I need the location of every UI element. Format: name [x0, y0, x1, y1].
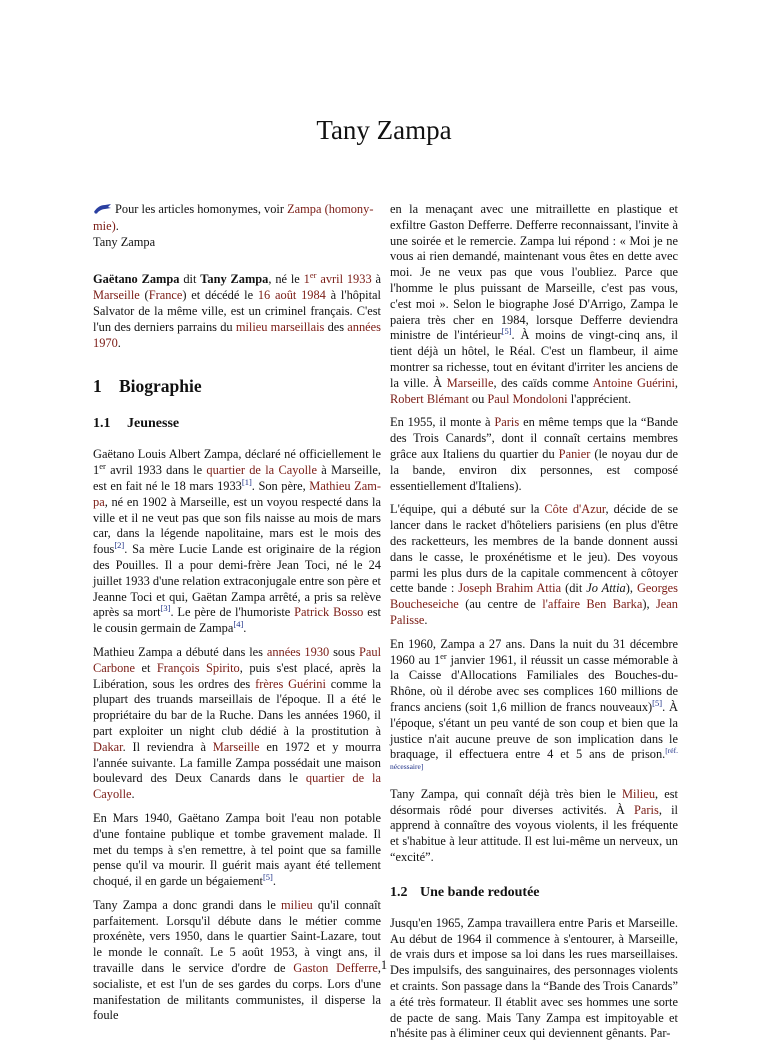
gaston-defferre-link[interactable]: Gaston Defferre	[293, 961, 378, 976]
death-date-link[interactable]: 16 août 1984	[257, 288, 326, 303]
section-heading-bande: 1.2 Une bande redoutée	[390, 884, 540, 900]
paris-link-2[interactable]: Paris	[634, 802, 659, 817]
section-heading-biographie: 1 Biographie	[93, 376, 202, 397]
paris-link[interactable]: Paris	[494, 415, 520, 430]
ref-4[interactable]: [4]	[233, 619, 244, 630]
left-column	[93, 202, 381, 1024]
jean-palisse-link[interactable]: Jean Palisse	[390, 597, 679, 627]
france-link[interactable]: France	[148, 288, 183, 303]
ref-5c[interactable]: [5]	[652, 697, 663, 708]
cayolle-link-2[interactable]: quartier de la Cayolle	[93, 771, 381, 802]
disambiguation-icon	[93, 203, 112, 219]
bande-paragraph: Jusqu'en 1965, Zampa travaillera entre Paris et Marseille. Au début de 1964 il commence à s'entourer, à Marseille, de vrais durs et impose sa loi dans les rues marseillaises. Des impulsifs, des sanguinaires, des personnages violents et craints. Son passage dans la “Bande des Trois Canards” a été très formateur. Il établit avec ses hommes une sorte de pacte de sang. Mais Tany Zampa est impitoyable et n'hésite pas à éliminer ceux qui deviennent gênants. Par-	[390, 915, 678, 1041]
paul-carbone-link[interactable]: Paul Carbone	[93, 644, 382, 675]
mathieu-zampa-link[interactable]: Mathieu Zam-pa	[93, 478, 381, 509]
annees-1970-link[interactable]: années 1970	[93, 319, 382, 350]
equipe-paragraph: L'équipe, qui a débuté sur la Côte d'Azur, décide de se lancer dans le racket d'hôteliers parisiens (en plus d'être des racketteurs, les membres de la bande donnent aussi dans le casse, le proxénétisme et le jeu). Des voyous parmi les plus durs de la capitale commencent à côtoyer cette bande : Joseph Brahim Attia (dit Jo Attia), Georges Boucheseiche (au centre de l'affaire Ben Barka), Jean Palisse.	[390, 502, 679, 627]
ref-1[interactable]: [1]	[241, 476, 252, 487]
paris-1955-paragraph: En 1955, il monte à Paris en même temps que la “Bande des Trois Canards”, dont il connaît certains membres grâce aux Italiens du quartier du Panier (le noyau dur de la bande, environ dix personnes, est composé essentiellement d'Italiens).	[390, 415, 679, 493]
page-title: Tany Zampa	[316, 115, 452, 145]
subtitle: Tany Zampa	[93, 234, 156, 249]
ref-5b[interactable]: [5]	[501, 326, 512, 337]
birth-date-link[interactable]: 1er avril 1933	[303, 270, 372, 287]
jeunesse-paragraph-1: Gaëtano Louis Albert Zampa, déclaré né officiellement le 1er avril 1933 dans le quartier de la Cayolle à Marseille, est en fait né le 18 mars 1933[1]. Son père, Mathieu Zam-pa, né en 1902 à Marseille, est un voyou respecté dans la ville et il ne veut pas que son fils naisse au mois de mars car, dans la légende napolitaine, mars est le mois des fous[2]. Sa mère Lucie Lande est originaire de la région des Pouilles. Il a pour demi-frère Jean Toci, né le 24 juillet 1933 d'une relation extraconjugale entre son père et Jeanne Toci et qui, Gaëtan Zampa arrêté, a pris sa relève après sa mort[3]. Le père de l'humoriste Patrick Bosso est le cousin germain de Zampa[4].	[93, 447, 382, 636]
section-heading-jeunesse: 1.1 Jeunesse	[93, 416, 180, 432]
citation-needed[interactable]: [réf. nécessaire]	[390, 746, 678, 771]
patrick-bosso-link[interactable]: Patrick Bosso	[294, 605, 364, 620]
joseph-attia-link[interactable]: Joseph Brahim Attia	[458, 581, 562, 596]
homonym-link[interactable]: Zampa (homony-mie)	[93, 202, 374, 233]
milieu-marseillais-link[interactable]: milieu marseillais	[235, 319, 325, 334]
milieu-link-2[interactable]: Milieu	[621, 786, 656, 801]
continued-paragraph: en la menaçant avec une mitraillette en plastique et exfiltre Gaston Defferre. Defferre reconnaissant, l'invite à une soirée et le remercie. Zampa lui répond : « Moi je ne vous ai rien demandé, maintenant vous êtes en dette avec moi. Je ne veux pas que vous l'oubliez. Parce que l'homme le plus puissant de Marseille, c'est pas vous, c'est moi ». Selon le biographe José D'Arrigo, Zampa le paiera très cher en 1984, lorsque Defferre deviendra ministre de l'intérieur[5]. À moins de vingt-cinq ans, il tient déjà un hôtel, le Réal. C'est un flambeur, il aime montrer sa richesse, tout en évitant d'irriter les anciens de la ville. À Marseille, des caïds comme Antoine Guérini, Robert Blémant ou Paul Mondoloni l'apprécient.	[390, 202, 678, 406]
georges-boucheseiche-link[interactable]: Georges Boucheseiche	[390, 581, 678, 612]
marseille-link-3[interactable]: Marseille	[446, 375, 494, 390]
freres-guerini-link[interactable]: frères Guérini	[255, 676, 326, 691]
ben-barka-link[interactable]: l'affaire Ben Barka	[542, 597, 643, 612]
robert-blemant-link[interactable]: Robert Blémant	[390, 391, 469, 406]
panier-link[interactable]: Panier	[558, 446, 591, 461]
cayolle-link[interactable]: quartier de la Cayolle	[206, 463, 318, 478]
casse-1960-paragraph: En 1960, Zampa a 27 ans. Dans la nuit du 31 décembre 1960 au 1er janvier 1961, il réussit un casse mémorable à la Caisse d'Allocations Familiales des Bouches-du-Rhône, où il dérobe avec ses complices 160 millions de francs anciens (soit 1,6 million de francs nouveaux)[5]. À l'époque, s'étant un peu vanté de son coup et bien que la justice n'ait aucune preuve de son implication dans le braquage, il effectuera entre 4 et 5 ans de prison.[réf. nécessaire]	[390, 636, 678, 771]
jeunesse-paragraph-3: En Mars 1940, Gaëtano Zampa boit l'eau non potable d'une fontaine publique et tombe gravement malade. Il met du temps à s'en remettre, à tel point que sa famille pense qu'il va mourir. Il guérit mais ayant été tellement choqué, il en garde un bégaiement[5].	[93, 810, 381, 889]
paul-mondoloni-link[interactable]: Paul Mondoloni	[487, 391, 568, 406]
homonym-notice: Pour les articles homonymes, voir Zampa (homony-mie).	[93, 202, 374, 233]
antoine-guerini-link[interactable]: Antoine Guérini	[592, 375, 675, 390]
marseille-link[interactable]: Marseille	[93, 288, 140, 303]
intro-paragraph: Gaëtano Zampa dit Tany Zampa, né le 1er avril 1933 à Marseille (France) et décédé le 16 août 1984 à l'hôpital Salvator de la même ville, est un criminel français. C'est l'un des derniers parrains du milieu marseillais des années 1970.	[93, 270, 382, 350]
ref-3[interactable]: [3]	[160, 603, 171, 614]
page-number: 1	[380, 958, 388, 972]
jeunesse-paragraph-2: Mathieu Zampa a débuté dans les années 1930 sous Paul Carbone et François Spirito, puis s'est placé, après la Libération, sous les ordres des frères Guérini comme la plupart des truands marseillais de l'époque. Il a été le propriétaire du bar de la Ruche. Dans les années 1960, il part exploiter un night club dédié à la prostitution à Dakar. Il reviendra à Marseille en 1972 et y mourra l'année suivante. La famille Zampa possédait une maison boulevard des Deux Canards dans le quartier de la Cayolle.	[93, 644, 382, 802]
milieu-paragraph: Tany Zampa, qui connaît déjà très bien le Milieu, est désormais rôdé pour diverses activités. À Paris, il apprend à connaître des voyous violents, il les fréquente et s'habitue à leur attitude. Il est lui-même un nerveux, un “excité”.	[390, 786, 678, 865]
francois-spirito-link[interactable]: François Spirito	[156, 660, 240, 675]
annees-1930-link[interactable]: années 1930	[266, 644, 330, 659]
milieu-link[interactable]: milieu	[281, 897, 313, 912]
dakar-link[interactable]: Dakar	[93, 739, 123, 754]
jeunesse-paragraph-4: Tany Zampa a donc grandi dans le milieu qu'il connaît parfaitement. Lorsqu'il débute dans le métier comme proxénète, vers 1950, dans le quartier Saint-Lazare, tout le monde le connaît. Le 5 août 1953, à vingt ans, il travaille dans le service d'ordre de Gaston Defferre, socialiste, et est l'un de ses gardes du corps. Lors d'une manifestation de militants communistes, il disperse la foule	[93, 897, 381, 1023]
cote-azur-link[interactable]: Côte d'Azur	[544, 502, 606, 517]
ref-2[interactable]: [2]	[114, 540, 125, 551]
marseille-link-2[interactable]: Marseille	[212, 739, 260, 754]
ref-5[interactable]: [5]	[262, 871, 273, 882]
right-column	[390, 202, 678, 1042]
